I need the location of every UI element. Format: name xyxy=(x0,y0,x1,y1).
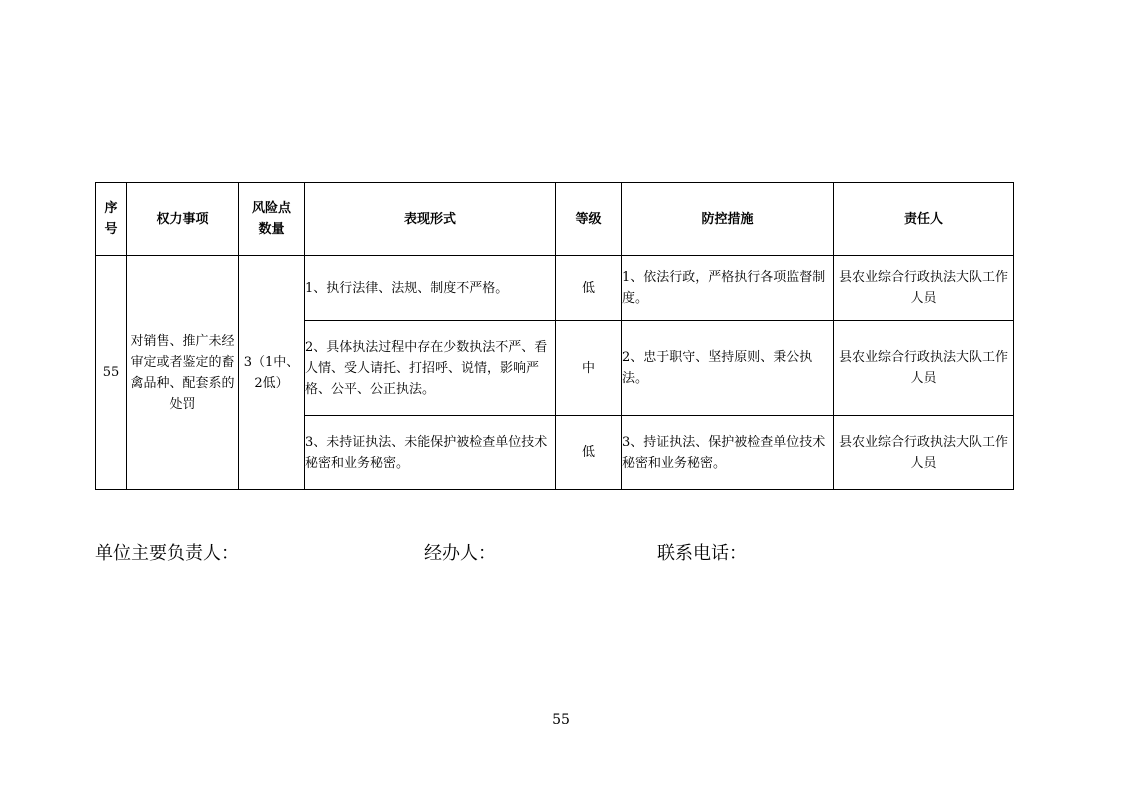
header-risk-count: 风险点 数量 xyxy=(239,183,305,256)
header-seq: 序 号 xyxy=(96,183,127,256)
owner-cell: 县农业综合行政执法大队工作人员 xyxy=(834,416,1014,490)
table-row xyxy=(96,256,1014,321)
page-number: 55 xyxy=(552,712,570,728)
table-header-row xyxy=(96,183,1014,256)
form-cell: 2、具体执法过程中存在少数执法不严、看人情、受人请托、打招呼、说情，影响严格、公平、公正执法。 xyxy=(305,321,556,416)
header-level: 等级 xyxy=(556,183,622,256)
header-measures: 防控措施 xyxy=(622,183,834,256)
measures-cell: 3、持证执法、保护被检查单位技术秘密和业务秘密。 xyxy=(622,416,834,490)
level-cell: 低 xyxy=(556,256,622,321)
measures-cell: 2、忠于职守、坚持原则、秉公执法。 xyxy=(622,321,834,416)
measures-cell: 1、依法行政，严格执行各项监督制度。 xyxy=(622,256,834,321)
header-item: 权力事项 xyxy=(127,183,239,256)
form-cell: 1、执行法律、法规、制度不严格。 xyxy=(305,256,556,321)
level-cell: 中 xyxy=(556,321,622,416)
power-item-cell: 对销售、推广未经审定或者鉴定的畜禽品种、配套系的处罚 xyxy=(127,256,239,490)
form-cell: 3、未持证执法、未能保护被检查单位技术秘密和业务秘密。 xyxy=(305,416,556,490)
risk-table xyxy=(95,182,1014,490)
owner-cell: 县农业综合行政执法大队工作人员 xyxy=(834,256,1014,321)
header-form: 表现形式 xyxy=(305,183,556,256)
seq-cell: 55 xyxy=(96,256,127,490)
handler-label: 经办人： xyxy=(424,543,496,564)
level-cell: 低 xyxy=(556,416,622,490)
phone-label: 联系电话： xyxy=(657,543,747,564)
unit-head-label: 单位主要负责人： xyxy=(95,543,239,564)
header-owner: 责任人 xyxy=(834,183,1014,256)
risk-count-cell: 3（1中、2低） xyxy=(239,256,305,490)
owner-cell: 县农业综合行政执法大队工作人员 xyxy=(834,321,1014,416)
